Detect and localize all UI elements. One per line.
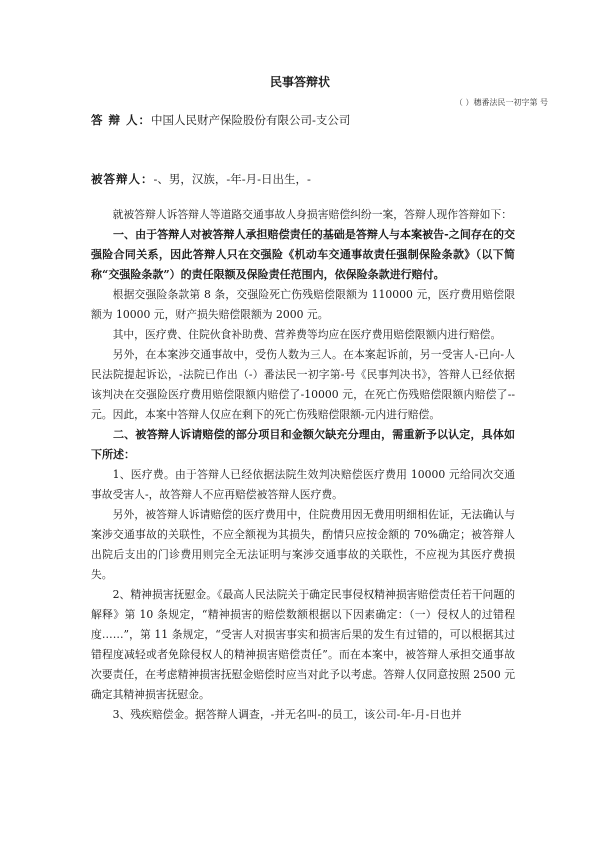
body-paragraph: 二、被答辩人诉请赔偿的部分项目和金额欠缺充分理由，需重新予以认定，具体如下所述： bbox=[91, 428, 515, 461]
body-paragraph: 其中，医疗费、住院伙食补助费、营养费等均应在医疗费用赔偿限额内进行赔偿。 bbox=[112, 328, 502, 341]
body-paragraph: 一、由于答辩人对被答辩人承担赔偿责任的基础是答辩人与本案被告-之间存在的交强险合同关系，因此答辩人只在交强险《机动车交通事故责任强制保险条款》（以下简称“交强险条款”）的责任限额及保险责任范围内，依保险条款进行赔付。 bbox=[91, 228, 515, 281]
defendant-label: 被答辩人： bbox=[91, 172, 154, 186]
body-paragraph: 另外，在本案涉交通事故中，受伤人数为三人。在本案起诉前，另一受害人-已向-人民法院提起诉讼，-法院已作出（-）番法民一初字第-号《民事判决书》，答辩人已经依据该判决在交强险医疗费用赔偿限额内赔偿了-10000 元，在死亡伤残赔偿限额内赔偿了--元。因此，本案中答辩人仅应在剩下的死亡伤残赔偿限额-元内进行赔偿。 bbox=[91, 348, 515, 421]
body-paragraph: 另外，被答辩人诉请赔偿的医疗费用中，住院费用因无费用明细相佐证，无法确认与案涉交通事故的关联性，不应全额视为其损失，酌情只应按金额的 70%确定；被答辩人出院后支出的门诊费用则完全无法证明与案涉交通事故的关联性，不应视为其医疗费损失。 bbox=[91, 508, 515, 581]
body-paragraph: 2、精神损害抚慰金。《最高人民法院关于确定民事侵权精神损害赔偿责任若干问题的解释》第 10 条规定，“精神损害的赔偿数额根据以下因素确定：（一）侵权人的过错程度……”，第 11 条规定，“受害人对损害事实和损害后果的发生有过错的，可以根据其过错程度减轻或者免除侵权人的精神损害赔偿责任”。而在本案中，被答辩人承担交通事故次要责任，在考虑精神损害抚慰金赔偿时应当对此予以考虑。答辩人仅同意按照 2500 元确定其精神损害抚慰金。 bbox=[91, 588, 515, 701]
respondent-label: 答 辩 人： bbox=[91, 113, 152, 127]
body-paragraph: 就被答辩人诉答辩人等道路交通事故人身损害赔偿纠纷一案，答辩人现作答辩如下： bbox=[112, 208, 513, 221]
body-paragraph: 3、残疾赔偿金。据答辩人调查，-并无名叫-的员工，该公司-年-月-日也并 bbox=[112, 708, 462, 721]
body-paragraph: 1、医疗费。由于答辩人已经依据法院生效判决赔偿医疗费用 10000 元给同次交通事故受害人-，故答辩人不应再赔偿被答辩人医疗费。 bbox=[91, 468, 515, 501]
defendant-line bbox=[91, 171, 311, 187]
document-body bbox=[91, 205, 515, 725]
document-title: 民事答辩状 bbox=[269, 75, 330, 89]
respondent-line bbox=[91, 112, 350, 128]
defendant-value: -、男，汉族，-年-月-日出生，- bbox=[153, 172, 311, 186]
respondent-value: 中国人民财产保险股份有限公司-支公司 bbox=[151, 113, 351, 127]
case-number: （ ）穗番法民一初字第 号 bbox=[454, 98, 548, 107]
body-paragraph: 根据交强险条款第 8 条，交强险死亡伤残赔偿限额为 110000 元，医疗费用赔偿限额为 10000 元，财产损失赔偿限额为 2000 元。 bbox=[91, 288, 515, 321]
